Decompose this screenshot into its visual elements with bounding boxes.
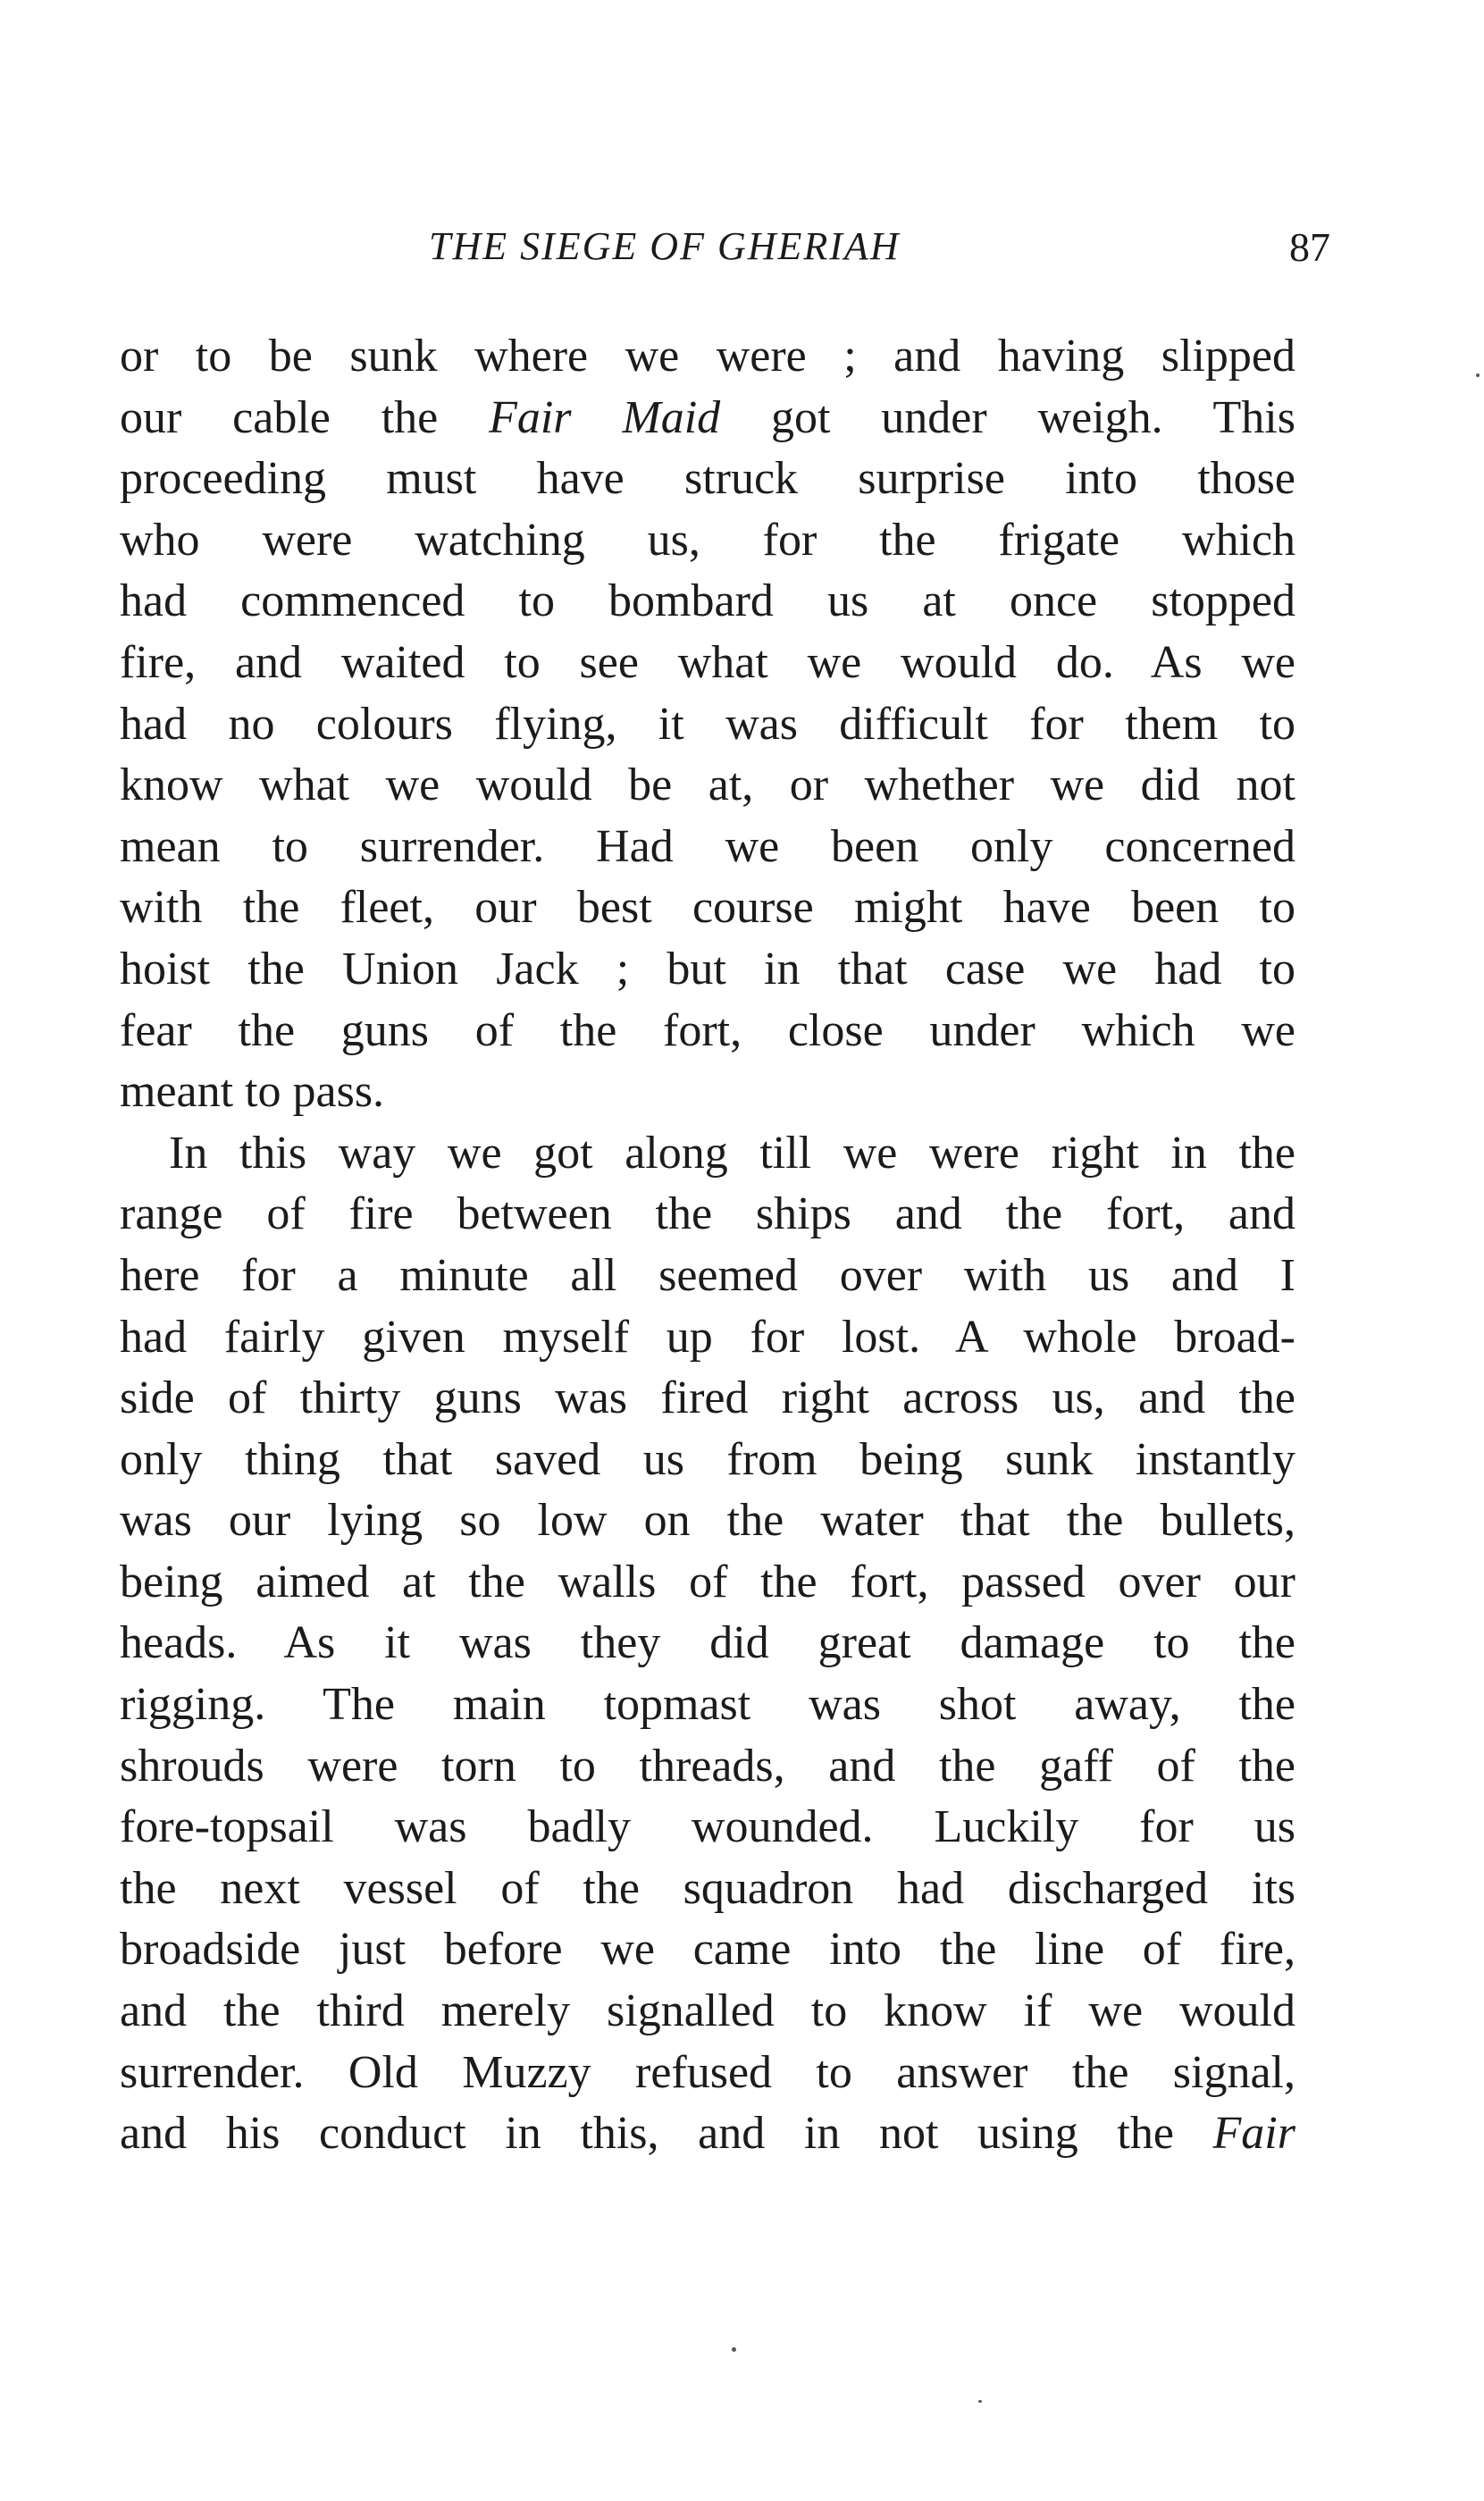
scan-speck [978,2400,982,2403]
text-line: or to be sunk where we were ; and having slipped [120,331,1295,382]
text-line: who were watching us, for the frigate which [120,514,1295,566]
text-line: with the fleet, our best course might have been to [120,882,1295,934]
text-line: broadside just before we came into the line of fire, [120,1924,1295,1976]
text-line: here for a minute all seemed over with us and I [120,1249,1295,1301]
text-line: rigging. The main topmast was shot away, the [120,1679,1295,1731]
text-line: side of thirty guns was fired right across us, and the [120,1372,1295,1424]
scan-speck [732,2347,736,2352]
text-line: was our lying so low on the water that the bullets, [120,1495,1295,1547]
running-title: THE SIEGE OF GHERIAH [429,224,901,268]
text-line: mean to surrender. Had we been only concerned [120,820,1295,872]
text-line: our cable the Fair Maid got under weigh. This [120,391,1295,443]
text-line: In this way we got along till we were right in the [169,1127,1295,1179]
text-line: surrender. Old Muzzy refused to answer the signal, [120,2046,1295,2098]
text-line: fore-topsail was badly wounded. Luckily for us [120,1801,1295,1853]
text-line: shrouds were torn to threads, and the gaff of the [120,1740,1295,1792]
body-text [120,326,1295,2165]
text-line: fire, and waited to see what we would do. As we [120,636,1295,688]
text-line: being aimed at the walls of the fort, passed over our [120,1556,1295,1607]
text-line: had no colours flying, it was difficult for them to [120,698,1295,750]
text-line: only thing that saved us from being sunk instantly [120,1433,1295,1485]
paragraph-1 [120,326,1295,1123]
scan-speck [1476,373,1480,377]
text-line: heads. As it was they did great damage to the [120,1617,1295,1669]
text-line: the next vessel of the squadron had discharged its [120,1862,1295,1914]
paragraph-2 [120,1123,1295,2165]
page-number: 87 [1289,224,1330,270]
text-line: and the third merely signalled to know if we would [120,1985,1295,2037]
text-line: range of fire between the ships and the fort, and [120,1188,1295,1240]
text-line: had fairly given myself up for lost. A whole broad- [120,1311,1295,1363]
text-line: had commenced to bombard us at once stopped [120,575,1295,627]
text-line: fear the guns of the fort, close under which we [120,1004,1295,1056]
running-head [0,223,1484,286]
text-line: meant to pass. [120,1066,385,1118]
text-line: proceeding must have struck surprise into those [120,453,1295,505]
text-line: and his conduct in this, and in not using the Fair [120,2108,1295,2160]
text-line: hoist the Union Jack ; but in that case we had to [120,943,1295,995]
text-line: know what we would be at, or whether we did not [120,760,1295,811]
